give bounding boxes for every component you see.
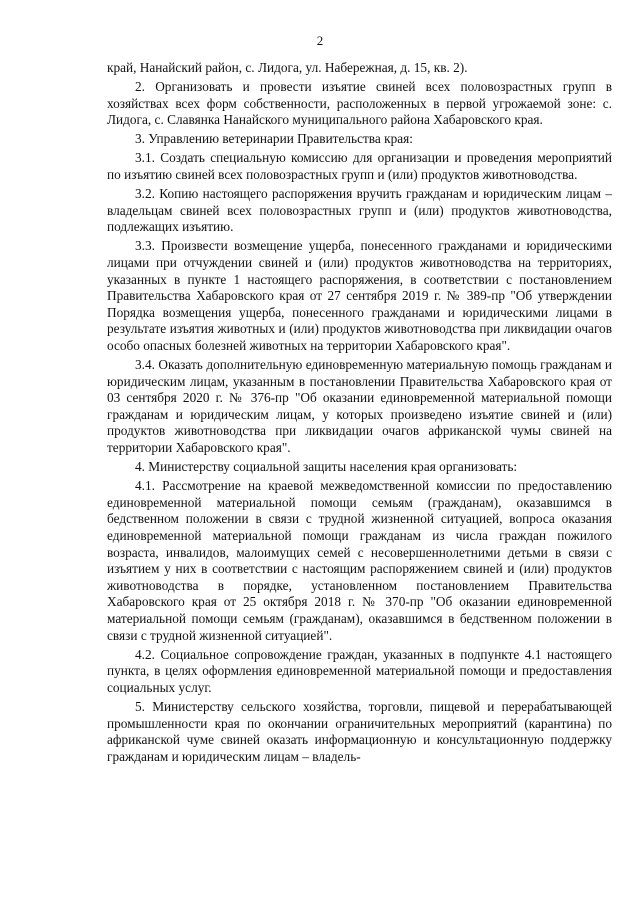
paragraph-3-3: 3.3. Произвести возмещение ущерба, понесенного гражданами и юридическими лицами при отчуждении свиней и (или) продуктов животноводства на территориях, указанных в пункте 1 настоящего распоряжения, в соответствии с постановлением Правительства Хабаровского края от 27 сентября 2019 г. № 389-пр "Об утверждении Порядка возмещения ущерба, понесенного гражданами и юридическими лицами в результате изъятия животных и (или) продуктов животноводства при ликвидации очагов особо опасных болезней животных на территории Хабаровского края". [107,238,612,353]
paragraph-3-4: 3.4. Оказать дополнительную единовременную материальную помощь гражданам и юридическим лицам, указанным в постановлении Правительства Хабаровского края от 03 сентября 2020 г. № 376-пр "Об оказании единовременной материальной помощи гражданам и юридическим лицам, у которых произведено изъятие свиней и (или) продуктов животноводства при ликвидации очагов африканской чумы свиней на территории Хабаровского края". [107,357,612,456]
paragraph-3-2: 3.2. Копию настоящего распоряжения вручить гражданам и юридическим лицам – владельцам свиней всех половозрастных групп и (или) продуктов животноводства, подлежащих изъятию. [107,186,612,235]
paragraph-2: 2. Организовать и провести изъятие свиней всех половозрастных групп в хозяйствах всех форм собственности, расположенных в первой угрожаемой зоне: с. Лидога, с. Славянка Нанайского муниципального района Хабаровского края. [107,79,612,128]
paragraph-5: 5. Министерству сельского хозяйства, торговли, пищевой и перерабатывающей промышленности края по окончании ограничительных мероприятий (карантина) по африканской чуме свиней оказать информационную и консультационную поддержку гражданам и юридическим лицам – владель- [107,698,612,764]
paragraph-3: 3. Управлению ветеринарии Правительства края: [135,131,413,147]
paragraph-4-1: 4.1. Рассмотрение на краевой межведомственной комиссии по предоставлению единовременной материальной помощи семьям (гражданам), оказавшимся в бедственном положении в связи с трудной жизненной ситуацией, вопроса оказания единовременной материальной помощи гражданам из числа граждан пожилого возраста, инвалидов, малоимущих семей с несовершеннолетними детьми в связи с изъятием у них в соответствии с настоящим распоряжением свиней и (или) продуктов животноводства в порядке, установленном постановлением Правительства Хабаровского края от 25 октября 2018 г. № 370-пр "Об оказании единовременной материальной помощи семьям (гражданам), оказавшимся в бедственном положении в связи с трудной жизненной ситуацией". [107,478,612,643]
page-number: 2 [316,33,324,48]
paragraph-4: 4. Министерству социальной защиты населения края организовать: [135,459,518,475]
document-body [107,60,612,768]
paragraph-continuation: край, Нанайский район, с. Лидога, ул. Набережная, д. 15, кв. 2). [107,60,468,75]
paragraph-4-2: 4.2. Социальное сопровождение граждан, указанных в подпункте 4.1 настоящего пункта, в целях оформления единовременной материальной помощи и предоставления социальных услуг. [107,646,612,695]
paragraph-3-1: 3.1. Создать специальную комиссию для организации и проведения мероприятий по изъятию свиней всех половозрастных групп и (или) продуктов животноводства. [107,150,612,183]
